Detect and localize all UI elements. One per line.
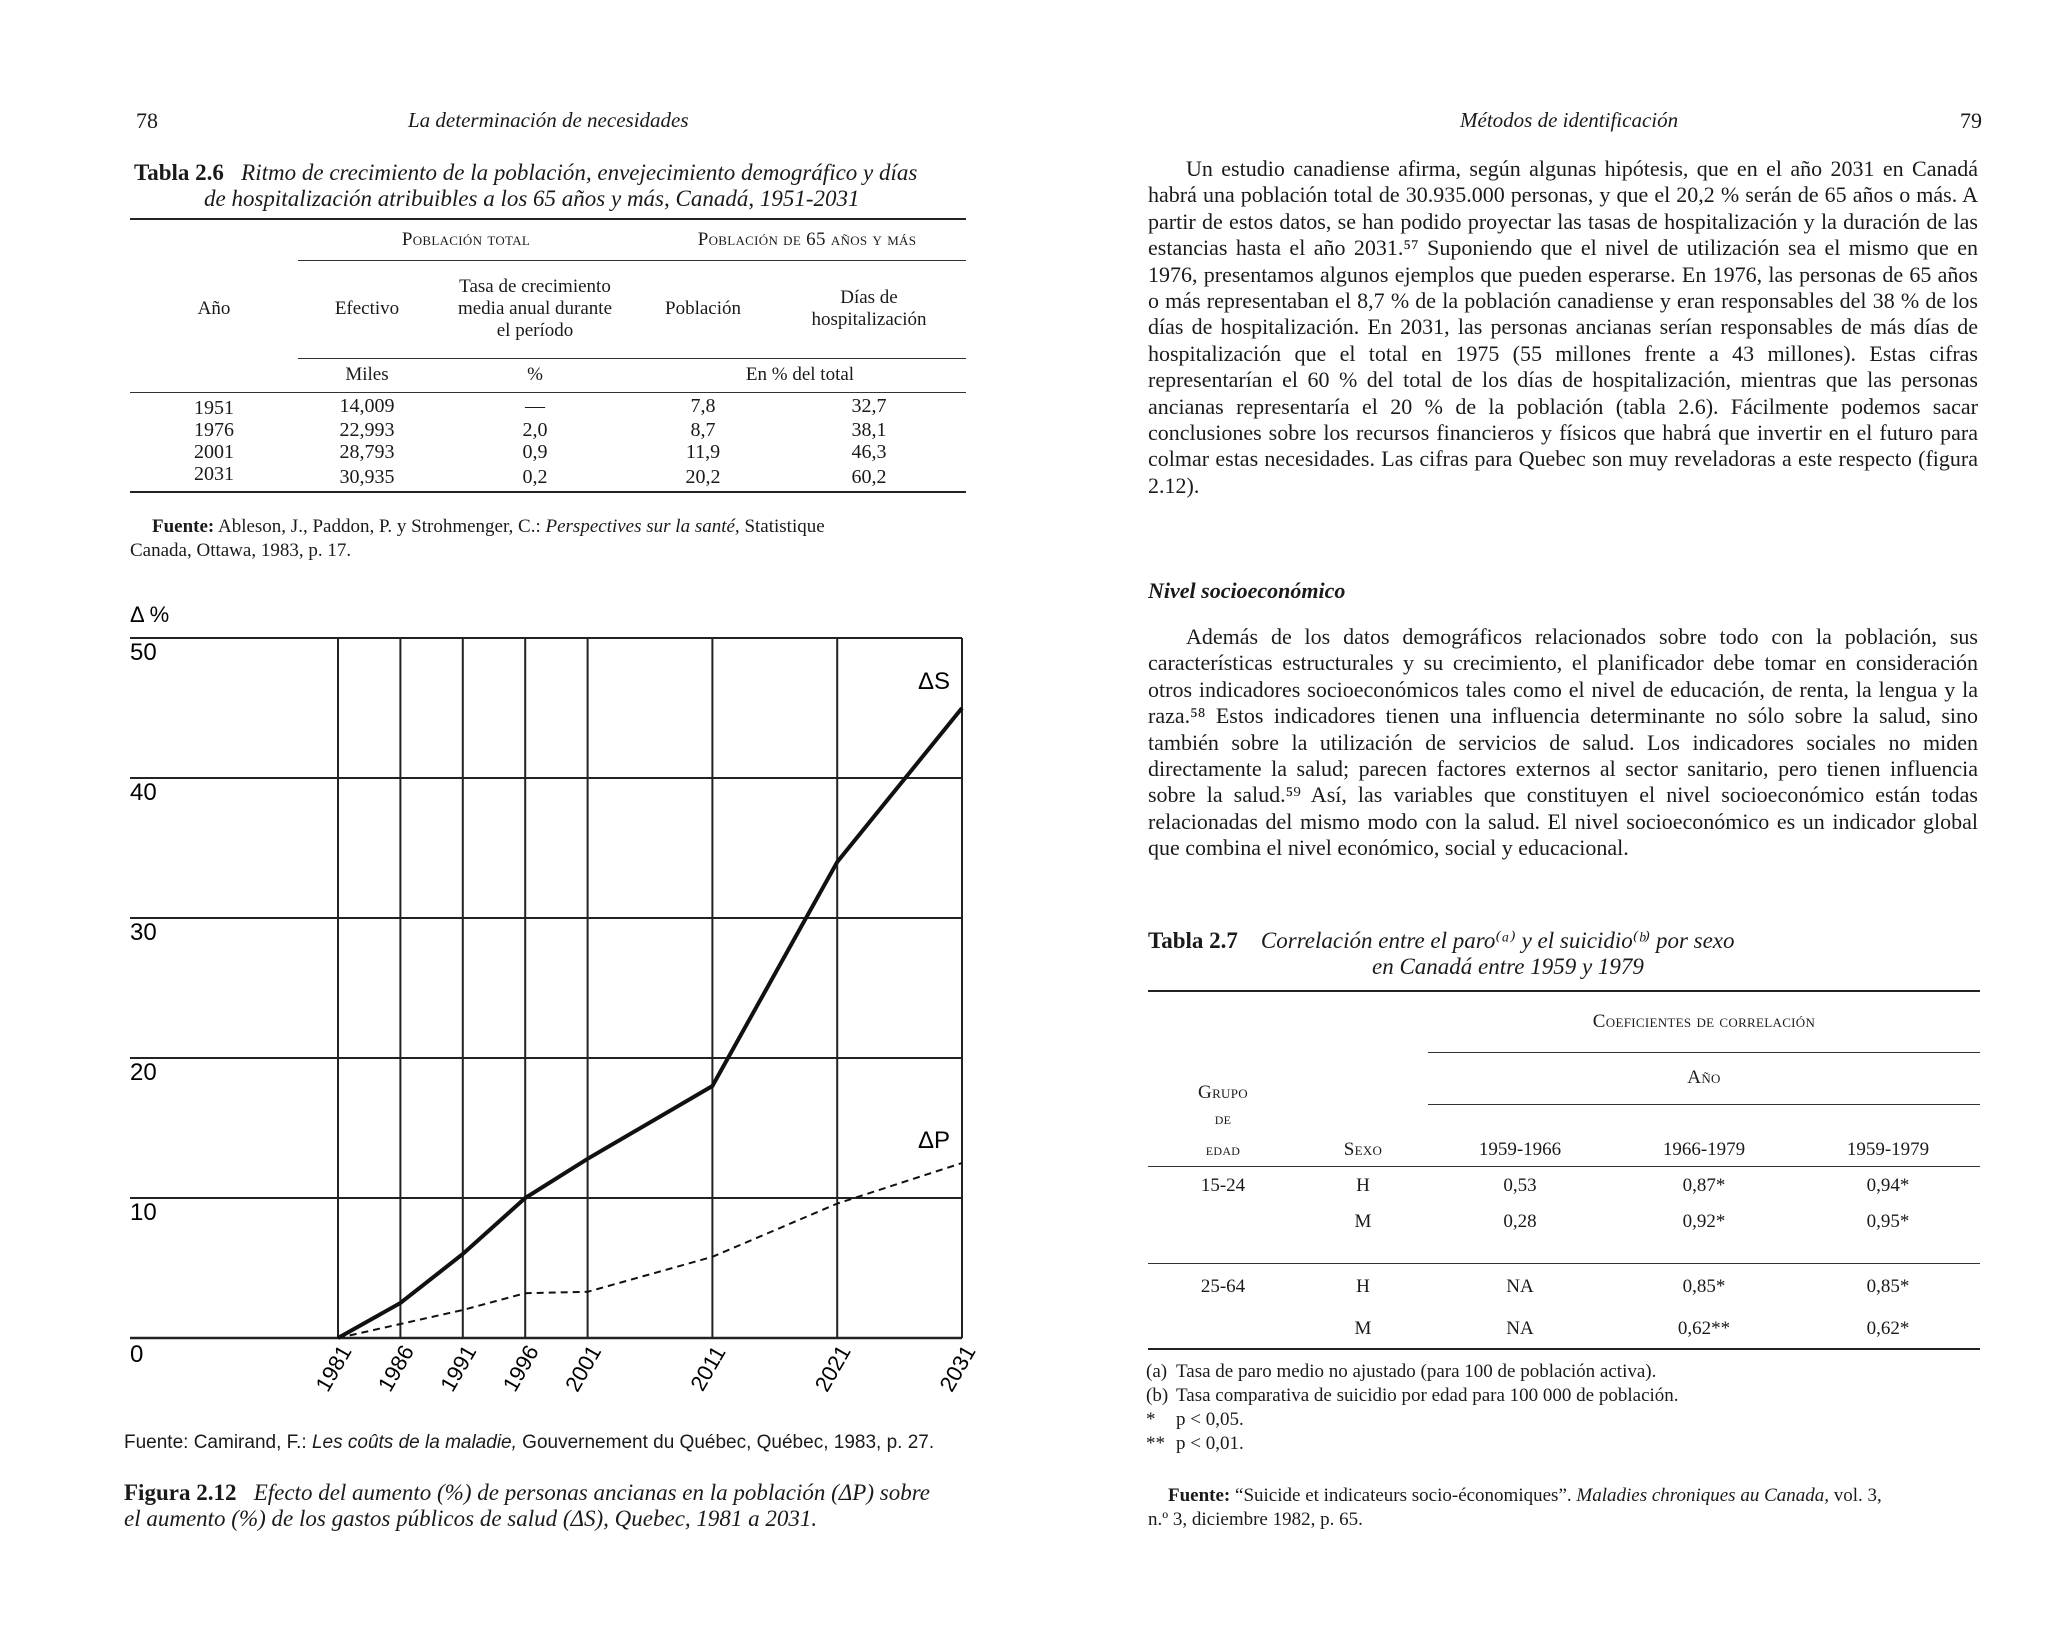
figure-2-12-chart xyxy=(130,600,981,1460)
col-header-efectivo: Efectivo xyxy=(334,298,400,319)
note-text: Tasa de paro medio no ajustado (para 100 de población activa). xyxy=(1176,1361,1657,1382)
col-header-dias: Días de hospitalización xyxy=(811,287,927,330)
unit-miles: Miles xyxy=(298,358,436,393)
col-header-tasa: Tasa de crecimiento media anual durante el período xyxy=(457,276,613,341)
cell-grupo xyxy=(1148,1205,1298,1264)
table-2-6-source xyxy=(130,515,972,563)
cell-efectivo: 28,793 xyxy=(339,441,395,463)
x-tick-label: 1991 xyxy=(435,1340,482,1396)
y-tick-label: 50 xyxy=(130,639,157,666)
paragraph-2 xyxy=(1148,624,1978,862)
table-2-7-label: Tabla 2.7 xyxy=(1148,928,1238,953)
source-rest: vol. 3, xyxy=(1833,1485,1882,1506)
figure-source-rest: Gouvernement du Québec, Québec, 1983, p. 27. xyxy=(522,1432,935,1453)
source-label: Fuente: xyxy=(1168,1485,1231,1506)
cell-p3: 0,85* xyxy=(1866,1276,1910,1297)
cell-efectivo: 22,993 xyxy=(339,419,395,441)
figure-caption-line1: Efecto del aumento (%) de personas ancianas en la población (ΔP) sobre xyxy=(253,1480,931,1505)
x-tick-label: 1981 xyxy=(310,1340,357,1396)
cell-poblacion: 11,9 xyxy=(685,441,721,463)
paragraph-2-text: Además de los datos demográficos relacionados sobre todo con la población, sus características estructurales y su crecimiento, el planificador debe tomar en consideración otros indicadores socioeconómicos tales como el nivel de educación, de renta, la lengua y la raza.⁵⁸ Estos indicadores tienen una influencia determinante no sólo sobre la salud, sino también sobre la utilización de servicios de salud. Los indicadores sociales no miden directamente la salud; parecen factores externos al sector sanitario, pero tienen influencia sobre la salud.⁵⁹ Así, las variables que constituyen el nivel socioeconómico están todas relacionadas del mismo modo con la salud. El nivel socioeconómico es un indicador global que combina el nivel económico, social y educacional. xyxy=(1148,624,1978,861)
unit-en-pct-total: En % del total xyxy=(634,358,966,393)
cell-poblacion: 8,7 xyxy=(690,419,716,441)
x-tick-label: 2001 xyxy=(560,1340,607,1396)
y-tick-label: 20 xyxy=(130,1059,157,1086)
cell-poblacion: 20,2 xyxy=(685,466,721,488)
source-line2: Canada, Ottawa, 1983, p. 17. xyxy=(130,540,352,561)
col-header-edad: edad xyxy=(1205,1140,1241,1159)
cell-p2: 0,85* xyxy=(1682,1276,1726,1297)
cell-p3: 0,62* xyxy=(1866,1318,1910,1339)
cell-year: 1951 xyxy=(194,397,234,419)
table-2-7-caption xyxy=(1148,928,1980,980)
source-text: Ableson, J., Paddon, P. y Strohmenger, C.: xyxy=(217,516,541,537)
note-item xyxy=(1146,1432,1679,1456)
cell-sexo: M xyxy=(1354,1318,1372,1339)
col-header-p3: 1959-1979 xyxy=(1846,1139,1930,1160)
col-header-grupo: Grupo xyxy=(1198,1082,1248,1103)
col-header-ano: Año xyxy=(197,298,231,319)
x-tick-label: 1986 xyxy=(372,1340,419,1396)
cell-p3: 0,94* xyxy=(1866,1175,1910,1196)
cell-p2: 0,62** xyxy=(1677,1318,1731,1339)
chart-grid xyxy=(130,638,962,1338)
figure-caption-line2: el aumento (%) de los gastos públicos de salud (ΔS), Quebec, 1981 a 2031. xyxy=(124,1506,818,1531)
note-mark: (a) xyxy=(1146,1361,1168,1382)
unit-pct: % xyxy=(436,358,634,393)
col-header-sexo: Sexo xyxy=(1343,1139,1383,1160)
running-head-right: Métodos de identificación xyxy=(1460,108,1679,132)
col-header-p1: 1959-1966 xyxy=(1478,1139,1562,1160)
series-line-s xyxy=(338,708,962,1338)
y-axis-label: Δ % xyxy=(130,602,170,627)
cell-dias: 60,2 xyxy=(851,466,887,488)
cell-sexo: M xyxy=(1354,1211,1372,1232)
cell-sexo: H xyxy=(1356,1175,1370,1196)
x-tick-label: 2021 xyxy=(809,1340,856,1396)
note-mark: ** xyxy=(1146,1433,1165,1454)
table-row xyxy=(130,463,966,492)
note-item xyxy=(1146,1384,1679,1408)
x-tick-label: 1996 xyxy=(497,1340,544,1396)
source-line2: n.º 3, diciembre 1982, p. 65. xyxy=(1148,1509,1363,1530)
group-poblacion-65: Población de 65 años y más xyxy=(634,219,966,260)
left-page xyxy=(124,0,981,1631)
table-row xyxy=(130,393,966,420)
figure-source xyxy=(124,1432,934,1454)
source-title: Perspectives sur la santé, xyxy=(545,516,740,537)
col-header-de: de xyxy=(1214,1109,1232,1128)
chart-svg xyxy=(130,600,981,1460)
cell-p3: 0,95* xyxy=(1866,1211,1910,1232)
cell-efectivo: 14,009 xyxy=(339,395,395,417)
note-item xyxy=(1146,1408,1679,1432)
x-tick-label: 2011 xyxy=(685,1341,731,1395)
chart-series xyxy=(338,708,962,1338)
cell-dias: 46,3 xyxy=(851,441,887,463)
figure-2-12-caption xyxy=(124,1480,974,1532)
col-header-poblacion: Población xyxy=(665,298,741,319)
cell-tasa: 2,0 xyxy=(522,419,548,441)
cell-tasa: 0,2 xyxy=(522,466,548,488)
note-text: p < 0,01. xyxy=(1176,1433,1244,1454)
right-page xyxy=(1148,0,1980,1631)
cell-year: 1976 xyxy=(194,419,234,441)
note-item xyxy=(1146,1360,1679,1384)
table-row xyxy=(1148,1310,1980,1349)
group-ano: Año xyxy=(1428,1052,1980,1104)
cell-p1: 0,28 xyxy=(1503,1211,1537,1232)
group-poblacion-total: Población total xyxy=(298,219,634,260)
cell-grupo xyxy=(1148,1310,1298,1349)
series-label-s: ΔS xyxy=(918,668,951,695)
cell-dias: 38,1 xyxy=(851,419,887,441)
cell-year: 2001 xyxy=(194,441,234,463)
series-label-p: ΔP xyxy=(918,1127,951,1154)
cell-sexo: H xyxy=(1356,1276,1370,1297)
chart-axes xyxy=(130,639,981,1396)
table-row xyxy=(1148,1264,1980,1311)
cell-p2: 0,92* xyxy=(1682,1211,1726,1232)
source-rest: Statistique xyxy=(744,516,825,537)
note-mark: (b) xyxy=(1146,1385,1169,1406)
cell-p1: NA xyxy=(1506,1276,1534,1297)
section-heading: Nivel socioeconómico xyxy=(1148,578,1346,603)
cell-p1: NA xyxy=(1506,1318,1534,1339)
cell-dias: 32,7 xyxy=(851,395,887,417)
cell-tasa: — xyxy=(525,395,545,417)
cell-p1: 0,53 xyxy=(1503,1175,1537,1196)
figure-source-label: Fuente: Camirand, F.: xyxy=(124,1432,307,1453)
y-tick-label: 30 xyxy=(130,919,157,946)
table-row xyxy=(1148,1205,1980,1264)
source-title: Maladies chroniques au Canada, xyxy=(1576,1485,1830,1506)
col-header-p2: 1966-1979 xyxy=(1662,1139,1746,1160)
table-2-7-caption-line1: Correlación entre el paro⁽ᵃ⁾ y el suicidio⁽ᵇ⁾ por sexo xyxy=(1260,928,1735,953)
table-2-6-caption-line1: Ritmo de crecimiento de la población, envejecimiento demográfico y días xyxy=(241,160,918,185)
y-tick-label: 10 xyxy=(130,1199,157,1226)
source-label: Fuente: xyxy=(152,516,215,537)
table-row xyxy=(130,419,966,441)
series-line-p xyxy=(338,1163,962,1338)
source-text: “Suicide et indicateurs socio-économiques”. xyxy=(1235,1485,1572,1506)
table-2-7-source xyxy=(1148,1484,1988,1532)
paragraph-1 xyxy=(1148,156,1978,499)
table-2-6 xyxy=(130,218,966,493)
figure-label: Figura 2.12 xyxy=(124,1480,237,1505)
table-2-6-caption-line2: de hospitalización atribuibles a los 65 años y más, Canadá, 1951-2031 xyxy=(204,186,860,211)
cell-tasa: 0,9 xyxy=(522,441,548,463)
cell-efectivo: 30,935 xyxy=(339,466,395,488)
table-2-7 xyxy=(1148,990,1980,1350)
table-row xyxy=(1148,1167,1980,1206)
table-row xyxy=(130,441,966,463)
note-text: Tasa comparativa de suicidio por edad para 100 000 de población. xyxy=(1176,1385,1679,1406)
y-tick-label: 40 xyxy=(130,779,157,806)
page-number-left: 78 xyxy=(136,108,158,133)
cell-year: 2031 xyxy=(194,463,234,485)
paragraph-1-text: Un estudio canadiense afirma, según algunas hipótesis, que en el año 2031 en Canadá habrá una población total de 30.935.000 personas, y que el 20,2 % serán de 65 años o más. A partir de estos datos, se han podido proyectar las tasas de hospitalización y la duración de las estancias hasta el año 2031.⁵⁷ Suponiendo que el nivel de utilización sea el mismo que en 1976, presentamos algunos ejemplos que pueden esperarse. En 1976, las personas de 65 años o más representaban el 8,7 % de la población canadiense y eran responsables del 38 % de los días de hospitalización. En 2031, las personas ancianas serían responsables de más días de hospitalización que el total en 1975 (55 millones frente a 43 millones). Estas cifras representarían el 60 % del total de los días de hospitalización, mientras que las personas ancianas representaría el 20 % de la población (tabla 2.6). Fácilmente podemos sacar conclusiones sobre los recursos financieros y físicos que habrá que invertir en el futuro para colmar estas necesidades. Las cifras para Quebec son muy reveladoras a este respecto (figura 2.12). xyxy=(1148,156,1978,498)
cell-p2: 0,87* xyxy=(1682,1175,1726,1196)
x-tick-label: 2031 xyxy=(934,1340,981,1396)
table-2-7-notes xyxy=(1146,1360,1679,1456)
page-number-right: 79 xyxy=(1960,108,1982,133)
cell-grupo: 25-64 xyxy=(1200,1276,1246,1297)
group-coeficientes: Coeficientes de correlación xyxy=(1428,991,1980,1052)
note-text: p < 0,05. xyxy=(1176,1409,1244,1430)
table-2-6-caption xyxy=(134,160,974,212)
note-mark: * xyxy=(1146,1409,1156,1430)
cell-grupo: 15-24 xyxy=(1200,1175,1246,1196)
y-tick-label: 0 xyxy=(130,1341,144,1368)
running-head-left: La determinación de necesidades xyxy=(408,108,689,132)
figure-source-title: Les coûts de la maladie, xyxy=(311,1432,517,1453)
cell-poblacion: 7,8 xyxy=(690,395,716,417)
table-2-6-label: Tabla 2.6 xyxy=(134,160,224,185)
table-2-7-caption-line2: en Canadá entre 1959 y 1979 xyxy=(1372,954,1644,979)
